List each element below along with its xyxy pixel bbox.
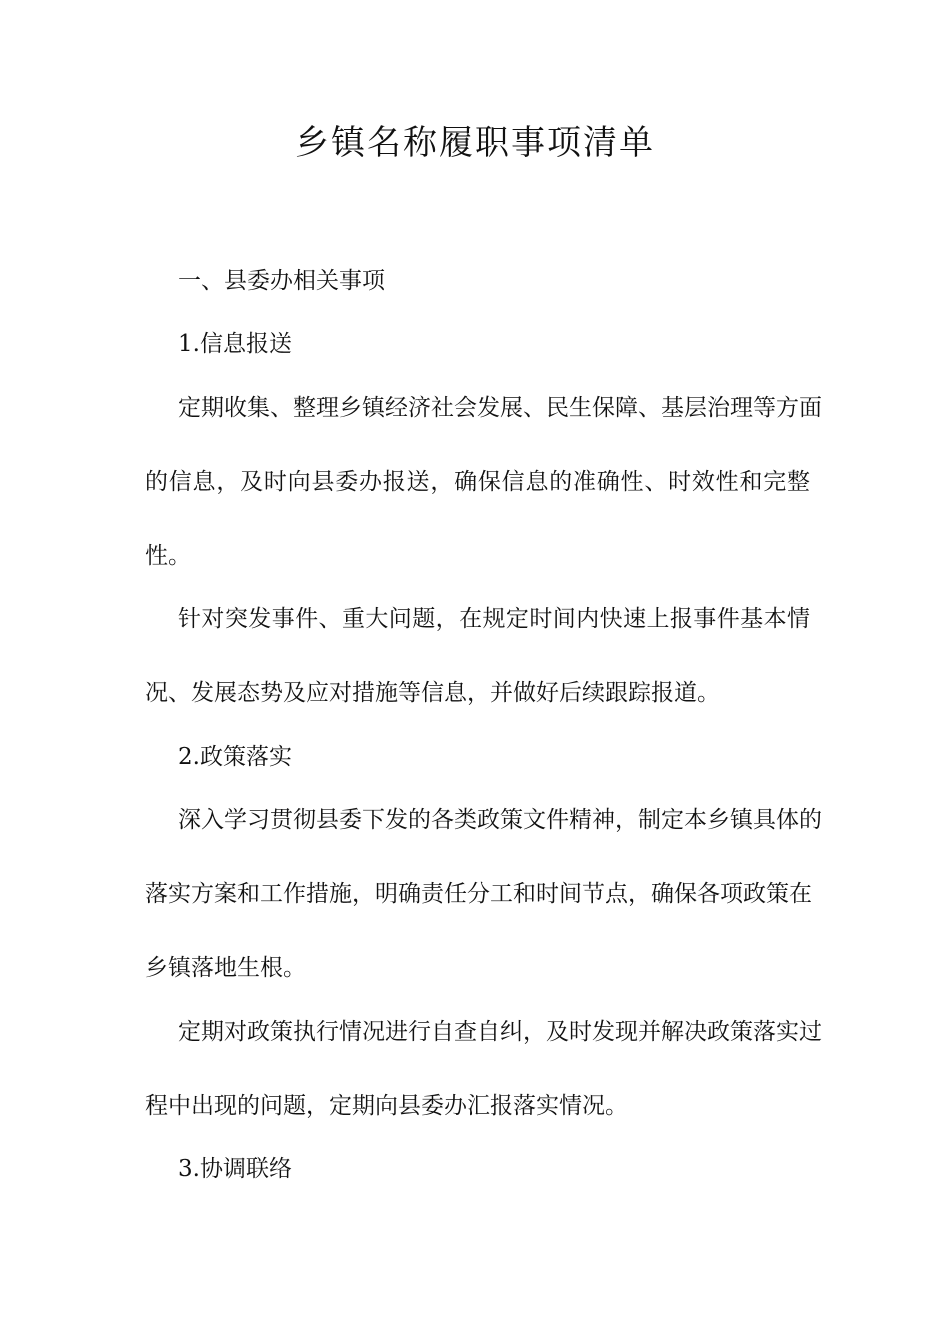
section-heading: 一、县委办相关事项 — [178, 268, 385, 294]
paragraph-line: 定期收集、整理乡镇经济社会发展、民生保障、基层治理等方面 — [178, 395, 822, 421]
paragraph-line: 况、发展态势及应对措施等信息，并做好后续跟踪报道。 — [145, 680, 720, 706]
paragraph-line: 性。 — [145, 543, 191, 569]
subsection-heading: 2.政策落实 — [178, 744, 292, 770]
subsection-heading: 3.协调联络 — [178, 1156, 292, 1182]
paragraph-line: 的信息，及时向县委办报送，确保信息的准确性、时效性和完整 — [145, 469, 810, 495]
paragraph-line: 定期对政策执行情况进行自查自纠，及时发现并解决政策落实过 — [178, 1019, 822, 1045]
subsection-heading: 1.信息报送 — [178, 331, 292, 357]
document-title: 乡镇名称履职事项清单 — [295, 123, 655, 163]
paragraph-line: 乡镇落地生根。 — [145, 955, 306, 981]
paragraph-line: 针对突发事件、重大问题，在规定时间内快速上报事件基本情 — [178, 606, 810, 632]
paragraph-line: 落实方案和工作措施，明确责任分工和时间节点，确保各项政策在 — [145, 881, 812, 907]
paragraph-line: 程中出现的问题，定期向县委办汇报落实情况。 — [145, 1093, 628, 1119]
paragraph-line: 深入学习贯彻县委下发的各类政策文件精神，制定本乡镇具体的 — [178, 807, 822, 833]
